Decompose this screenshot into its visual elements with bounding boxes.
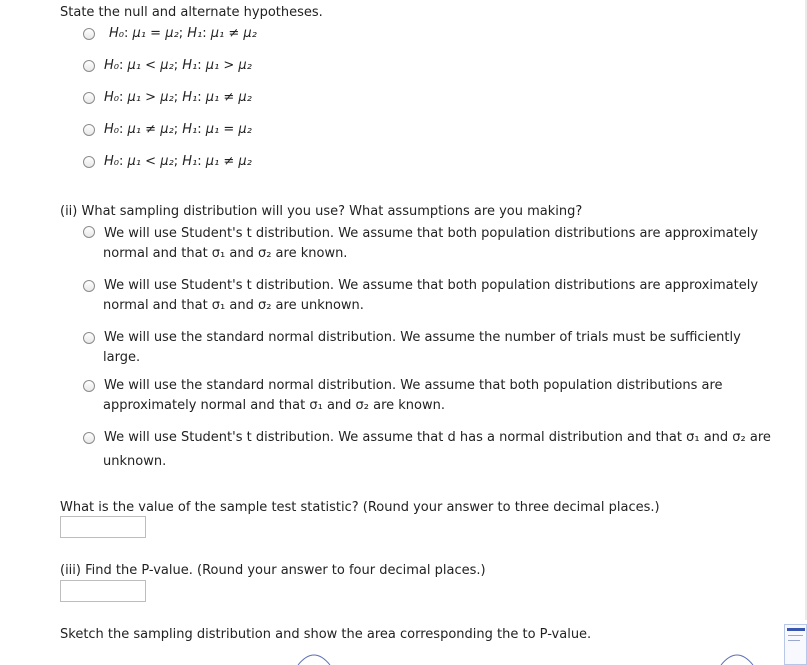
hypothesis-symbol: μ₁ xyxy=(127,122,142,137)
hypothesis-symbol: μ₁ xyxy=(127,154,142,169)
hypothesis-option-2-radio[interactable] xyxy=(83,60,95,72)
hypothesis-punctuation: : xyxy=(119,90,124,105)
hypothesis-relation: = xyxy=(223,122,235,137)
hypothesis-punctuation: ; xyxy=(178,26,188,41)
distribution-option-5-line1: We will use Student's t distribution. We assume that d has a normal distribution and that σ₁ and σ₂ are xyxy=(104,430,771,445)
distribution-option-2-line2: normal and that σ₁ and σ₂ are unknown. xyxy=(103,298,364,313)
distribution-option-1-radio[interactable] xyxy=(83,226,95,238)
hypothesis-symbol: μ₁ xyxy=(210,26,225,41)
hypothesis-symbol: μ₂ xyxy=(160,154,174,169)
hypothesis-symbol: μ₁ xyxy=(205,122,220,137)
hypothesis-punctuation: : xyxy=(197,58,202,73)
hypothesis-punctuation: : xyxy=(197,154,202,169)
thumbnail-header xyxy=(787,628,805,631)
hypothesis-option-4-label xyxy=(104,120,252,140)
hypothesis-punctuation: : xyxy=(202,26,207,41)
hypothesis-relation: ≠ xyxy=(145,122,157,137)
hypothesis-option-2-label xyxy=(104,56,252,76)
distribution-option-4-line2: approximately normal and that σ₁ and σ₂ are known. xyxy=(103,398,445,413)
distribution-option-3-line1: We will use the standard normal distribution. We assume the number of trials must be sufficiently xyxy=(104,330,741,345)
thumbnail-line xyxy=(788,635,803,636)
distribution-prompt: (ii) What sampling distribution will you use? What assumptions are you making? xyxy=(60,204,583,219)
hypothesis-symbol: H₀ xyxy=(109,26,124,41)
hypothesis-punctuation: ; xyxy=(173,154,183,169)
hypothesis-punctuation: ; xyxy=(173,122,183,137)
hypothesis-symbol: μ₁ xyxy=(205,58,220,73)
distribution-option-3-line2: large. xyxy=(103,350,141,365)
hypothesis-relation: ≠ xyxy=(228,26,240,41)
hypothesis-relation: > xyxy=(145,90,157,105)
hypothesis-symbol: H₁ xyxy=(182,154,198,169)
hypothesis-option-3-label xyxy=(104,88,252,108)
hypothesis-relation: < xyxy=(145,154,157,169)
hypothesis-symbol: μ₂ xyxy=(238,154,252,169)
hypothesis-option-1-radio[interactable] xyxy=(83,28,95,40)
graph-tool-thumbnail[interactable] xyxy=(784,624,807,665)
hypothesis-option-5-radio[interactable] xyxy=(83,156,95,168)
hypothesis-symbol: H₁ xyxy=(182,122,198,137)
distribution-option-5-line2: unknown. xyxy=(103,454,167,469)
hypothesis-symbol: H₁ xyxy=(182,58,198,73)
distribution-option-2-radio[interactable] xyxy=(83,280,95,292)
hypothesis-symbol: H₁ xyxy=(187,26,203,41)
distribution-option-2-line1: We will use Student's t distribution. We assume that both population distributions are approximately xyxy=(104,278,759,293)
hypothesis-symbol: μ₁ xyxy=(127,58,142,73)
distribution-option-3-radio[interactable] xyxy=(83,332,95,344)
hypothesis-option-1-label xyxy=(109,24,257,44)
hypothesis-relation: = xyxy=(150,26,162,41)
normal-curve-left-preview[interactable] xyxy=(298,655,330,665)
hypothesis-relation: ≠ xyxy=(223,154,235,169)
sketch-graph-previews[interactable] xyxy=(0,645,807,665)
hypothesis-symbol: H₁ xyxy=(182,90,198,105)
hypothesis-punctuation: ; xyxy=(173,90,183,105)
hypothesis-symbol: H₀ xyxy=(104,122,119,137)
hypothesis-symbol: μ₂ xyxy=(238,90,252,105)
hypothesis-symbol: H₀ xyxy=(104,58,119,73)
hypothesis-symbol: μ₁ xyxy=(205,154,220,169)
hypothesis-punctuation: ; xyxy=(173,58,183,73)
hypothesis-symbol: μ₂ xyxy=(165,26,179,41)
hypothesis-relation: < xyxy=(145,58,157,73)
hypothesis-symbol: μ₂ xyxy=(238,122,252,137)
hypothesis-symbol: μ₂ xyxy=(160,122,174,137)
p-value-prompt: (iii) Find the P-value. (Round your answer to four decimal places.) xyxy=(60,563,486,578)
hypothesis-symbol: H₀ xyxy=(104,90,119,105)
test-statistic-prompt: What is the value of the sample test statistic? (Round your answer to three decimal places.) xyxy=(60,500,660,515)
hypothesis-symbol: μ₂ xyxy=(238,58,252,73)
hypothesis-relation: > xyxy=(223,58,235,73)
sketch-prompt: Sketch the sampling distribution and show the area corresponding the to P-value. xyxy=(60,627,592,642)
hypothesis-option-4-radio[interactable] xyxy=(83,124,95,136)
distribution-option-5-radio[interactable] xyxy=(83,432,95,444)
hypothesis-symbol: μ₂ xyxy=(160,90,174,105)
hypotheses-prompt: State the null and alternate hypotheses. xyxy=(60,5,323,20)
hypothesis-punctuation: : xyxy=(119,58,124,73)
thumbnail-line xyxy=(788,640,800,641)
hypothesis-symbol: μ₂ xyxy=(160,58,174,73)
p-value-input[interactable] xyxy=(60,580,146,602)
normal-curve-right-preview[interactable] xyxy=(721,655,753,665)
hypothesis-symbol: H₀ xyxy=(104,154,119,169)
hypothesis-relation: ≠ xyxy=(223,90,235,105)
hypothesis-symbol: μ₁ xyxy=(127,90,142,105)
distribution-option-1-line2: normal and that σ₁ and σ₂ are known. xyxy=(103,246,348,261)
hypothesis-symbol: μ₁ xyxy=(205,90,220,105)
hypothesis-punctuation: : xyxy=(197,122,202,137)
distribution-option-4-radio[interactable] xyxy=(83,380,95,392)
hypothesis-option-3-radio[interactable] xyxy=(83,92,95,104)
test-statistic-input[interactable] xyxy=(60,516,146,538)
distribution-option-1-line1: We will use Student's t distribution. We assume that both population distributions are approximately xyxy=(104,226,759,241)
distribution-option-4-line1: We will use the standard normal distribution. We assume that both population distributions are xyxy=(104,378,723,393)
hypothesis-symbol: μ₂ xyxy=(243,26,257,41)
hypothesis-punctuation: : xyxy=(197,90,202,105)
hypothesis-punctuation: : xyxy=(124,26,129,41)
hypothesis-punctuation: : xyxy=(119,122,124,137)
hypothesis-punctuation: : xyxy=(119,154,124,169)
hypothesis-option-5-label xyxy=(104,152,252,172)
hypothesis-symbol: μ₁ xyxy=(132,26,147,41)
